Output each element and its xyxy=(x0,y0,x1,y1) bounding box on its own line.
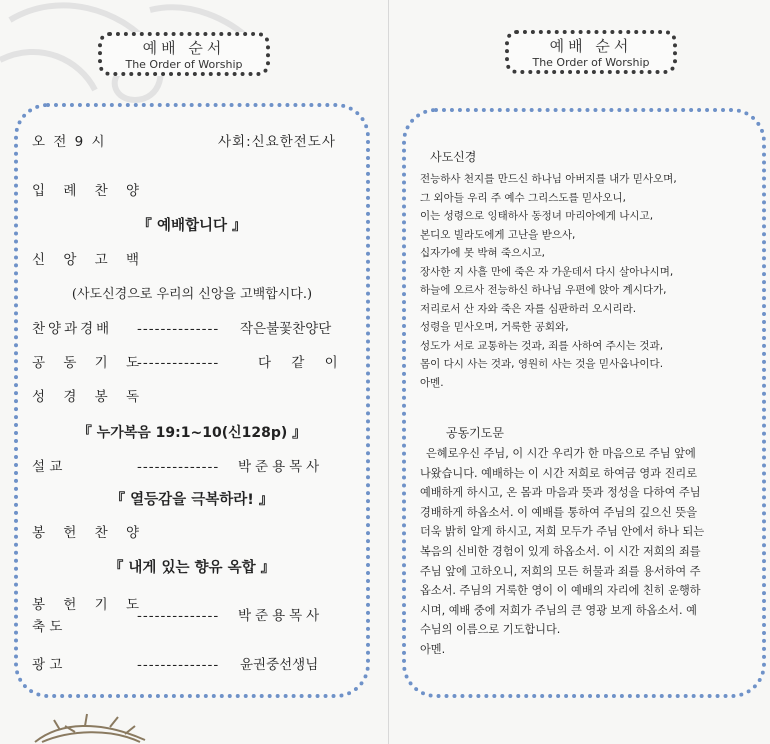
praise-leader: 작은불꽃찬양단 xyxy=(240,321,332,337)
opening-song-title: 『 예배합니다 』 xyxy=(137,218,247,234)
prayer-line: 은혜로우신 주님, 이 시간 우리가 한 마음으로 주님 앞에 xyxy=(426,447,696,460)
creed-line: 본디오 빌라도에게 고난을 받으사, xyxy=(420,228,576,241)
creed-heading: 사도신경 xyxy=(430,150,477,164)
praise-label: 찬양과경배 xyxy=(32,321,113,337)
prayer-line: 복음의 신비한 경험이 있게 하옵소서. 이 시간 저희의 죄를 xyxy=(420,544,701,558)
prayer-line: 주님 앞에 고하오니, 저희의 모든 허물과 죄를 용서하여 주 xyxy=(420,564,701,578)
creed-line: 이는 성령으로 잉태하사 동정녀 마리아에게 나시고, xyxy=(420,210,654,222)
confession-label: 신 앙 고 백 xyxy=(32,252,147,268)
prayer-line: 더욱 밝히 알게 하시고, 저희 모두가 주님 안에서 하나 되는 xyxy=(420,525,705,539)
prayer-line: 경배하게 하옵소서. 이 예배를 통하여 주님의 깊으신 뜻을 xyxy=(420,505,698,519)
creed-line: 성도가 서로 교통하는 것과, 죄를 사하여 주시는 것과, xyxy=(420,339,664,352)
sermon-dashes: -------------- xyxy=(137,459,220,475)
offering-dashes: -------------- xyxy=(137,608,220,624)
creed-line: 하늘에 오르사 전능하신 하나님 우편에 앉아 계시다가, xyxy=(420,284,667,296)
scripture-reference: 『 누가복음 19:1~10(신128p) 』 xyxy=(77,425,307,441)
left-title-box xyxy=(98,32,270,76)
left-title-english: The Order of Worship xyxy=(125,58,243,71)
creed-line: 저리로서 산 자와 죽은 자를 심판하러 오시리라. xyxy=(420,302,637,315)
announcer: 윤권중선생님 xyxy=(240,657,319,673)
right-title-english: The Order of Worship xyxy=(532,56,650,69)
prayer-line: 예배하게 하시고, 온 몸과 마음과 뜻과 정성을 다하여 주님 xyxy=(420,486,701,500)
benediction-label: 축 도 xyxy=(32,619,63,635)
scripture-label: 성 경 봉 독 xyxy=(32,389,147,405)
confession-note: (사도신경으로 우리의 신앙을 고백합시다.) xyxy=(71,287,313,302)
right-title-korean: 예배 순서 xyxy=(549,37,633,55)
creed-line: 장사한 지 사흘 만에 죽은 자 가운데서 다시 살아나시며, xyxy=(420,265,674,278)
creed-line: 그 외아들 우리 주 예수 그리스도를 믿사오니, xyxy=(420,191,626,204)
moderator: 사회:신요한전도사 xyxy=(218,134,336,150)
prayer-line: 나왔습니다. 예배하는 이 시간 저희로 하여금 영과 진리로 xyxy=(420,466,698,480)
announcements-dashes: -------------- xyxy=(137,657,220,673)
creed-line: 성령을 믿사오며, 거룩한 공회와, xyxy=(420,321,569,333)
prayer-heading: 공동기도문 xyxy=(446,426,504,440)
prayer-label: 공 동 기 도 xyxy=(32,355,147,371)
prayer-line: 시며, 예배 중에 저희가 주님의 큰 영광 보게 하옵소서. 예 xyxy=(420,603,697,617)
prayer-line: 아멘. xyxy=(420,642,446,656)
offering-leader: 박준용목사 xyxy=(238,608,324,624)
offering-song-title: 『 내게 있는 향유 옥합 』 xyxy=(108,560,276,576)
common-prayer-text xyxy=(420,444,754,660)
sermon-label: 설 교 xyxy=(32,459,63,475)
offering-hymn-label: 봉 헌 찬 양 xyxy=(32,525,147,541)
prayer-line: 옵소서. 주님의 거룩한 영이 이 예배의 자리에 친히 운행하 xyxy=(420,584,701,598)
opening-hymn-label: 입 례 찬 양 xyxy=(32,183,147,199)
praise-dashes: -------------- xyxy=(137,321,220,337)
prayer-line: 수님의 이름으로 기도합니다. xyxy=(420,623,561,637)
creed-line: 전능하사 천지를 만드신 하나님 아버지를 내가 믿사오며, xyxy=(420,173,677,185)
right-title-box xyxy=(505,30,677,74)
prayer-dashes: -------------- xyxy=(137,355,220,371)
page-fold xyxy=(388,0,389,744)
offering-prayer-label: 봉 헌 기 도 xyxy=(32,597,147,613)
prayer-leader: 다 같 이 xyxy=(258,355,346,371)
creed-line: 아멘. xyxy=(420,376,444,389)
sermon-title: 『 열등감을 극복하라! 』 xyxy=(110,492,274,508)
creed-line: 몸이 다시 사는 것과, 영원히 사는 것을 믿사옵나이다. xyxy=(420,358,664,370)
announcements-label: 광 고 xyxy=(32,657,63,673)
left-title-korean: 예배 순서 xyxy=(142,39,226,57)
thorns-ornament xyxy=(30,712,150,744)
creed-line: 십자가에 못 박혀 죽으시고, xyxy=(420,247,545,259)
preacher: 박준용목사 xyxy=(238,459,324,475)
service-time: 오 전 9 시 xyxy=(32,134,107,150)
